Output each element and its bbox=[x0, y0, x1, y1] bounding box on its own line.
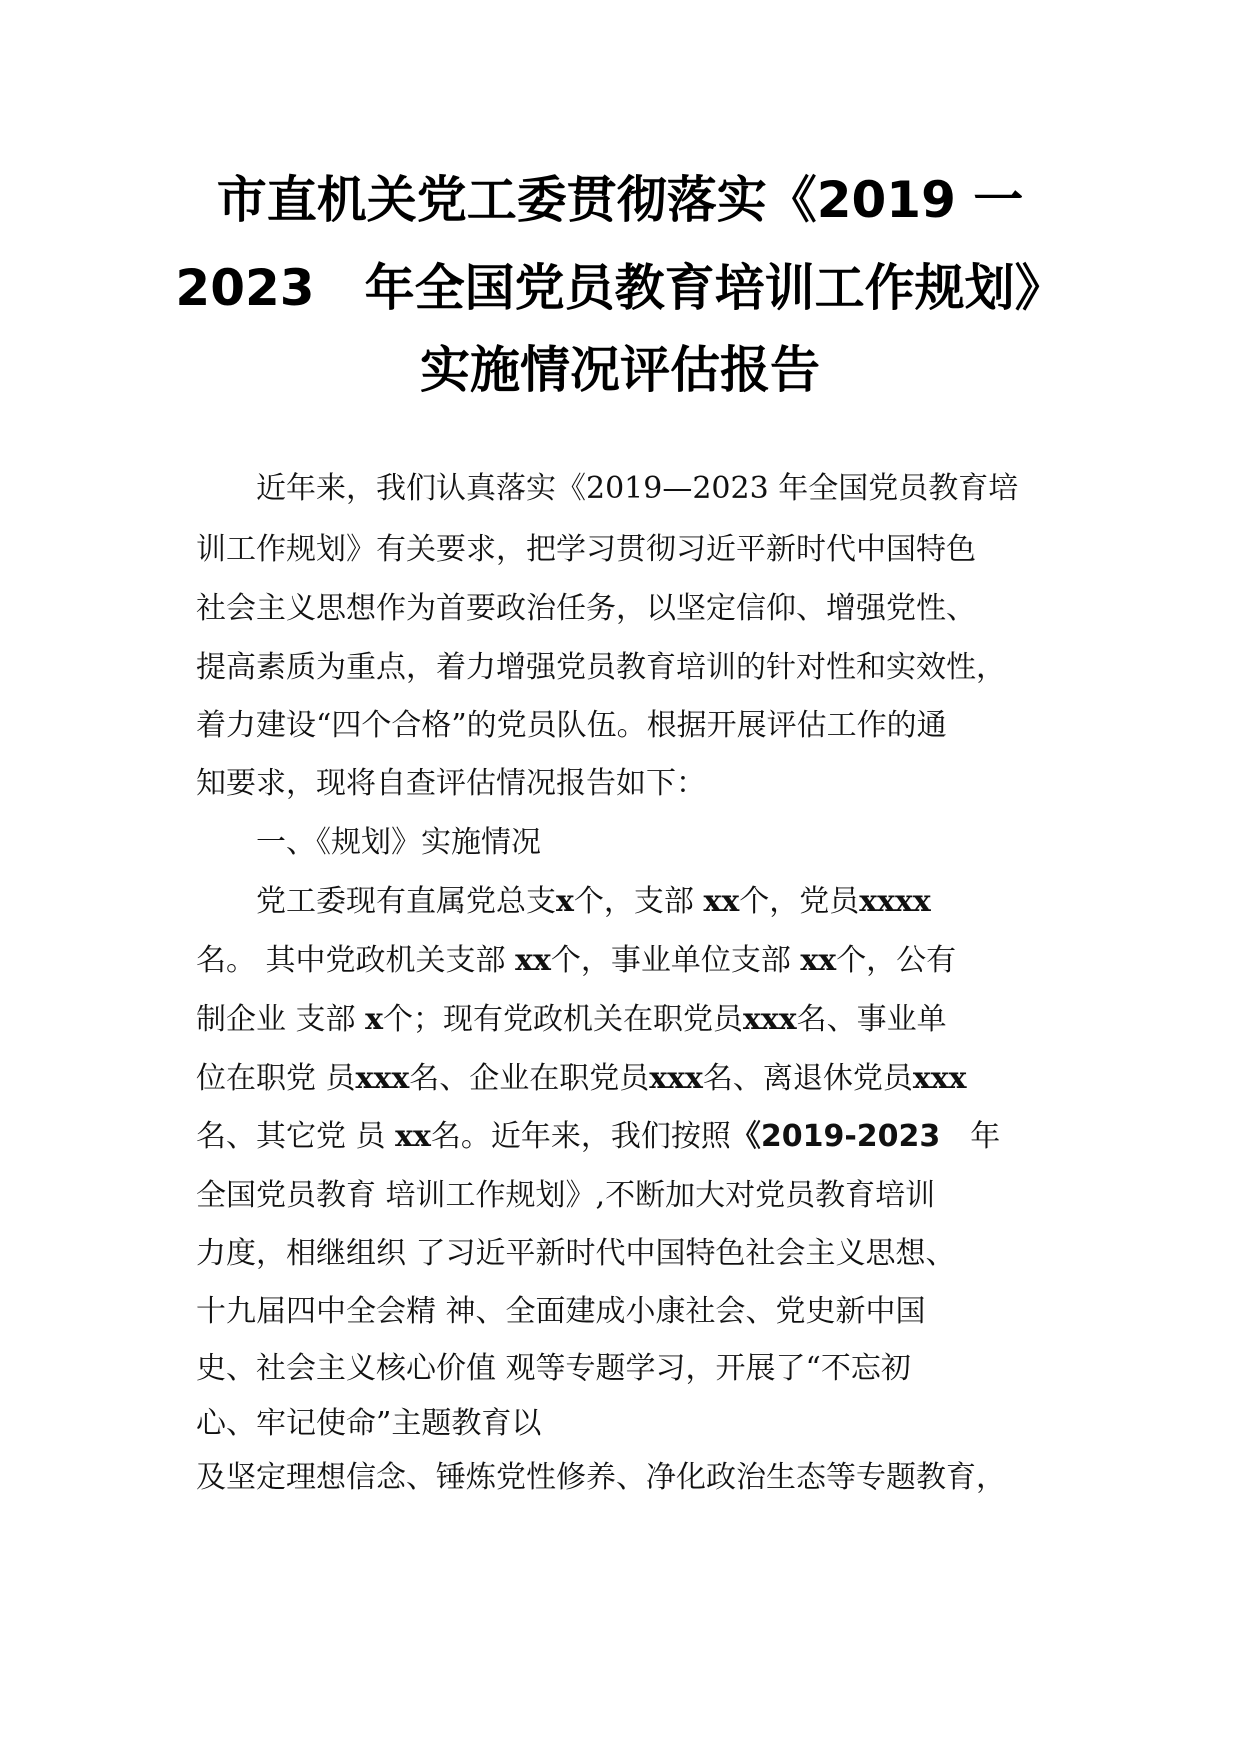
intro-line-6: 知要求，现将自查评估情况报告如下： bbox=[196, 766, 706, 801]
intro-line-3: 社会主义思想作为首要政治任务，以坚定信仰、增强党性、 bbox=[196, 591, 976, 626]
body-line-1: 党工委现有直属党总支x个，支部 xx个，党员xxxx bbox=[196, 884, 931, 919]
body-line-10: 心、牢记使命”主题教育以 bbox=[196, 1406, 542, 1441]
intro-line-2: 训工作规划》有关要求，把学习贯彻习近平新时代中国特色 bbox=[196, 532, 976, 567]
document-title-line-2: 2023 年全国党员教育培训工作规划》 bbox=[175, 259, 1065, 317]
body-line-3: 制企业 支部 x个；现有党政机关在职党员xxx名、事业单 bbox=[196, 1002, 947, 1037]
body-line-9: 史、社会主义核心价值 观等专题学习，开展了“不忘初 bbox=[196, 1351, 911, 1386]
body-line-4: 位在职党 员xxx名、企业在职党员xxx名、离退休党员xxx bbox=[196, 1061, 967, 1096]
body-line-6: 全国党员教育 培训工作规划》,不断加大对党员教育培训 bbox=[196, 1178, 936, 1213]
document-title-line-1: 市直机关党工委贯彻落实《2019 一 bbox=[216, 171, 1024, 229]
document-title-line-3: 实施情况评估报告 bbox=[420, 341, 820, 399]
intro-line-4: 提高素质为重点，着力增强党员教育培训的针对性和实效性， bbox=[196, 650, 1006, 685]
section-heading: 一、《规划》实施情况 bbox=[196, 825, 541, 860]
intro-line-1: 近年来，我们认真落实《2019—2023 年全国党员教育培 bbox=[196, 471, 1019, 506]
intro-line-5: 着力建设“四个合格”的党员队伍。根据开展评估工作的通 bbox=[196, 708, 947, 743]
body-line-11: 及坚定理想信念、锤炼党性修养、净化政治生态等专题教育， bbox=[196, 1460, 1006, 1495]
body-line-5: 名、其它党 员 xx名。近年来，我们按照《2019-2023 年 bbox=[196, 1119, 1001, 1154]
body-line-7: 力度，相继组织 了习近平新时代中国特色社会主义思想、 bbox=[196, 1236, 956, 1271]
body-line-2: 名。 其中党政机关支部 xx个，事业单位支部 xx个，公有 bbox=[196, 943, 957, 978]
body-line-8: 十九届四中全会精 神、全面建成小康社会、党史新中国 bbox=[196, 1294, 926, 1329]
